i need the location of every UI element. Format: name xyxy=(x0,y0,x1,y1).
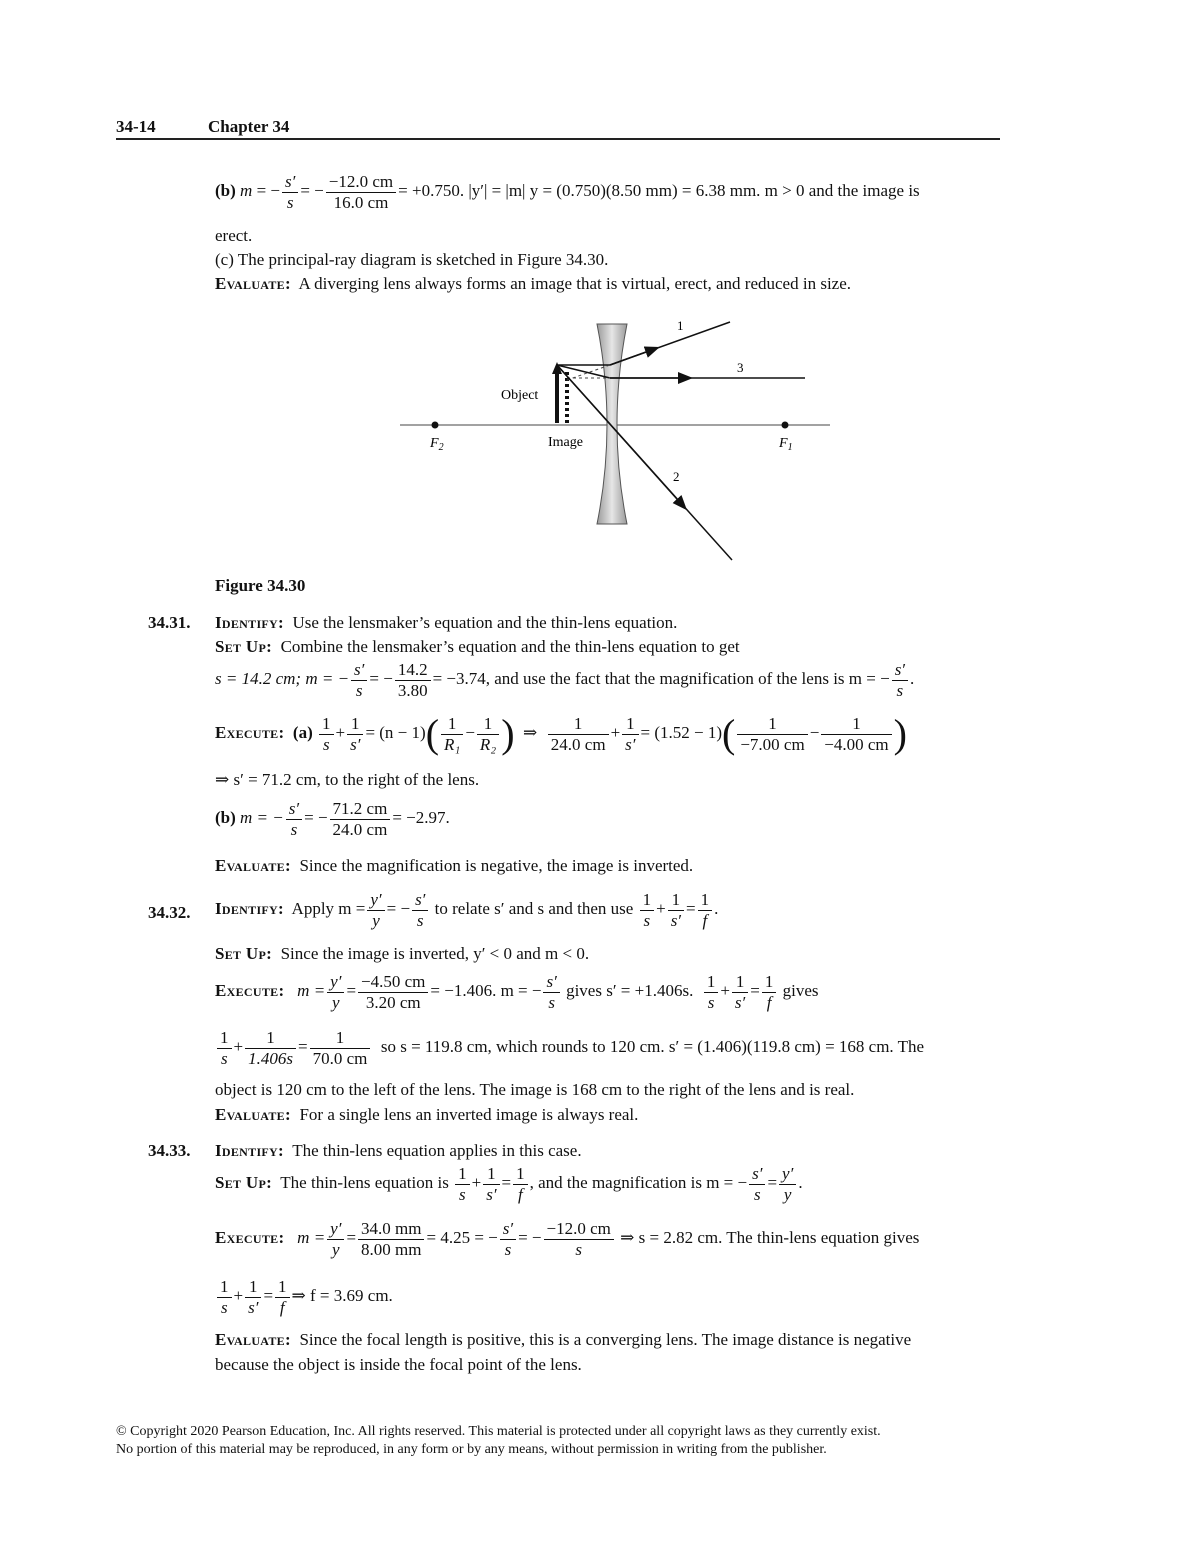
p32-evaluate: Evaluate: For a single lens an inverted image is always real. xyxy=(215,1105,639,1124)
p31-result: ⇒ s′ = 71.2 cm, to the right of the lens. xyxy=(215,770,480,789)
p31-execute-a: Execute: (a) $\frac{1}{s}$ + $\frac{1}{s'}$ = (n − 1)( $\frac{1}{\text{R₁}}$ − $\frac{1}{\text{R₂}}$ ) ⇒ $\frac{1}{24.0 cm}$ + $\frac{1}{s'}$ = (1.52 − 1)( $\frac{1}{-7.00 cm}$ − $\frac{1}{-4.00 cm}$ ) xyxy=(215,711,907,757)
p33-setup: Set Up: The thin-lens equation is $\frac{1}{s}$ + $\frac{1}{s'}$ = $\frac{1}{f}$ , and the magnification is m = − $\frac{s'}{s}$ = $\frac{y'}{y}$ . xyxy=(215,1164,803,1204)
p30-c-line: (c) The principal-ray diagram is sketched in Figure 34.30. xyxy=(215,250,609,269)
p32-execute: Execute: m = $\frac{y'}{y}$ = $\frac{-4.50 cm}{3.20 cm}$ = −1.406. m = − $\frac{s'}{s}$ gives s′ = +1.406s. $\frac{1}{s}$ + $\frac{1}{s'}$ = $\frac{1}{f}$ gives xyxy=(215,972,819,1012)
problem-number-34-33: 34.33. xyxy=(148,1141,191,1160)
problem-number-34-31: 34.31. xyxy=(148,613,191,632)
p32-identify: Identify: Apply m = $\frac{y'}{y}$ = − $\frac{s'}{s}$ to relate s′ and s and then use $\frac{1}{s}$ + $\frac{1}{s'}$ = $\frac{1}{f}$ . xyxy=(215,890,719,930)
p32-line2: $\frac{1}{s}$ + $\frac{1}{1.406s}$ = $\frac{1}{70.0 cm}$ so s = 119.8 cm, which rounds to 120 cm. s′ = (1.406)(119.8 cm) = 168 cm. The xyxy=(215,1028,924,1068)
p31-b-line: (b) m = − $\frac{s'}{s}$ = − $\frac{71.2 cm}{24.0 cm}$ = −2.97. xyxy=(215,799,450,839)
p31-s-line: s = 14.2 cm; m = − $\frac{s'}{s}$ = − $\frac{14.2}{3.80}$ = −3.74, and use the fact that the magnification of the lens is m = − $\frac{s'}{s}$ . xyxy=(215,660,915,700)
f2-label: $F_2$ xyxy=(430,436,444,453)
diverging-lens xyxy=(597,324,627,524)
p30-b-cont: erect. xyxy=(215,226,253,245)
ray-3-label: 3 xyxy=(737,360,744,375)
f1-label: $F_1$ xyxy=(779,436,793,453)
p33-evaluate-cont: because the object is inside the focal point of the lens. xyxy=(215,1355,582,1374)
p31-evaluate: Evaluate: Since the magnification is negative, the image is inverted. xyxy=(215,856,694,875)
ray-1-label: 1 xyxy=(677,318,684,333)
p30-b-line: (b) m = − $\frac{s'}{s}$ = − $\frac{-12.0 cm}{16.0 cm}$ = +0.750. |y′| = |m| y = (0.750)(8.50 mm) = 6.38 mm. m > 0 and the image is xyxy=(215,172,920,212)
copyright-line-2: No portion of this material may be reproduced, in any form or by any means, without permission in writing from the publisher. xyxy=(116,1442,827,1457)
p33-execute: Execute: m = $\frac{y'}{y}$ = $\frac{34.0 mm}{8.00 mm}$ = 4.25 = − $\frac{s'}{s}$ = − $\frac{-12.0 cm}{s}$ ⇒ s = 2.82 cm. The thin-lens equation gives xyxy=(215,1219,920,1259)
ray-2-label: 2 xyxy=(673,469,680,484)
object-label: Object xyxy=(501,388,539,403)
ray-diagram xyxy=(395,310,840,565)
p30-evaluate: Evaluate: A diverging lens always forms an image that is virtual, erect, and reduced in size. xyxy=(215,274,852,293)
problem-number-34-32: 34.32. xyxy=(148,903,191,922)
p33-evaluate: Evaluate: Since the focal length is positive, this is a converging lens. The image distance is negative xyxy=(215,1330,912,1349)
p32-setup: Set Up: Since the image is inverted, y′ < 0 and m < 0. xyxy=(215,944,590,963)
image-label: Image xyxy=(548,435,583,450)
p33-line2: $\frac{1}{s}$ + $\frac{1}{s'}$ = $\frac{1}{f}$ ⇒ f = 3.69 cm. xyxy=(215,1277,393,1317)
p33-identify: Identify: The thin-lens equation applies in this case. xyxy=(215,1141,582,1160)
p32-line3: object is 120 cm to the left of the lens. The image is 168 cm to the right of the lens and is real. xyxy=(215,1080,855,1099)
figure-caption: Figure 34.30 xyxy=(215,576,306,595)
chapter-title: Chapter 34 xyxy=(208,117,290,136)
copyright-line-1: © Copyright 2020 Pearson Education, Inc. All rights reserved. This material is protected under all copyright laws as they currently exist. xyxy=(116,1424,881,1439)
p31-setup: Set Up: Combine the lensmaker’s equation and the thin-lens equation to get xyxy=(215,637,740,656)
p31-identify: Identify: Use the lensmaker’s equation and the thin-lens equation. xyxy=(215,613,678,632)
focal-point-f1 xyxy=(782,422,789,429)
page-number: 34-14 xyxy=(116,117,156,136)
focal-point-f2 xyxy=(432,422,439,429)
header-rule xyxy=(116,138,1000,140)
